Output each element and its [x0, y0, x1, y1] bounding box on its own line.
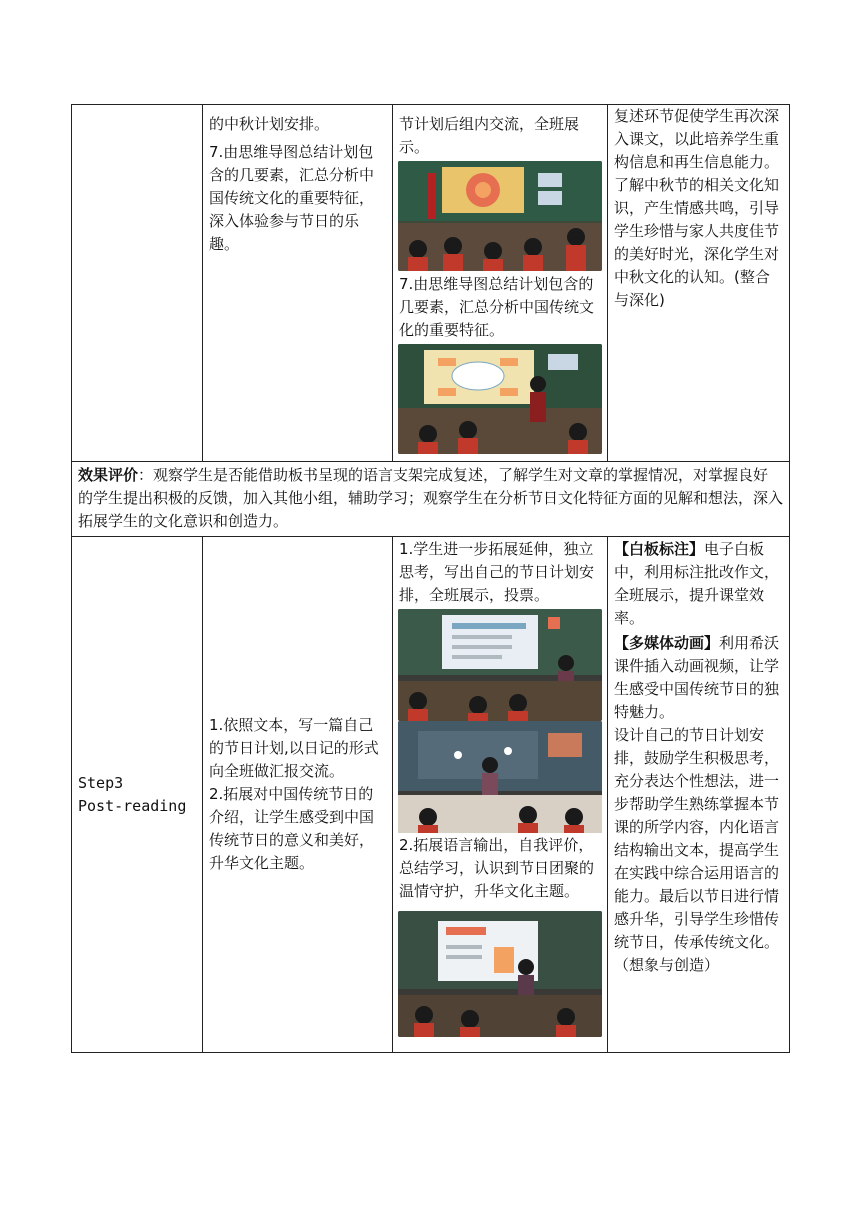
classroom-photo: [398, 609, 602, 721]
table-row-evaluation: [72, 462, 790, 537]
teacher-activity-cell: [203, 105, 393, 462]
classroom-photo: [398, 344, 602, 454]
teacher-activity-cell: [203, 537, 393, 1053]
whiteboard-text: 电子白板中，利用标注批改作文，全班展示，提升课堂效率。: [614, 540, 780, 627]
design-intent-note: （想象与创造）: [614, 956, 720, 974]
teacher-activity-line: 的中秋计划安排。: [209, 115, 330, 133]
lesson-plan-table: [71, 104, 790, 1053]
student-activity-item-7: 7.由思维导图总结计划包含的几要素，汇总分析中国传统文化的重要特征。: [399, 275, 595, 339]
design-intent-cell: [608, 105, 790, 462]
teacher-activity-item-2: 2.拓展对中国传统节日的介绍，让学生感受到中国传统节日的意义和美好，升华文化主题。: [209, 785, 375, 872]
step-name: Step3: [78, 773, 124, 792]
design-intent-cell: [608, 537, 790, 1053]
multimedia-text: 利用希沃课件插入动画视频，让学生感受中国传统节日的独特魅力。: [614, 634, 780, 721]
table-row-step3: [72, 537, 790, 1053]
student-activity-cell: [393, 105, 608, 462]
step-cell: [72, 537, 203, 1053]
classroom-photo: [398, 721, 602, 833]
table-row-step2-continued: [72, 105, 790, 462]
design-intent-text: 设计自己的节日计划安排，鼓励学生积极思考，充分表达个性想法，进一步帮助学生熟练掌握本节课的所学内容，内化语言结构输出文本，提高学生在实践中综合运用语言的能力。最后以节日进行情感升华，引导学生珍惜传统节日，传承传统文化。: [614, 726, 780, 951]
evaluation-text: ：观察学生是否能借助板书呈现的语言支架完成复述，了解学生对文章的掌握情况，对掌握良好的学生提出积极的反馈，加入其他小组，辅助学习；观察学生在分析节日文化特征方面的见解和想法，深入拓展学生的文化意识和创造力。: [78, 466, 784, 530]
evaluation-label: 效果评价: [78, 466, 139, 484]
student-activity-text: 节计划后组内交流，全班展示。: [399, 115, 580, 156]
design-intent-text: 复述环节促使学生再次深入课文，以此培养学生重构信息和再生信息能力。了解中秋节的相关文化知识，产生情感共鸣，引导学生珍惜与家人共度佳节的美好时光，深化学生对中秋文化的认知。(整合与深化): [614, 107, 780, 309]
student-activity-item-1: 1.学生进一步拓展延伸，独立思考，写出自己的节日计划安排，全班展示，投票。: [399, 540, 595, 604]
student-activity-item-2: 2.拓展语言输出，自我评价，总结学习，认识到节日团聚的温情守护，升华文化主题。: [399, 836, 595, 900]
student-activity-cell: [393, 537, 608, 1053]
classroom-photo: [398, 911, 602, 1037]
step-stage: Post-reading: [78, 796, 187, 815]
evaluation-cell: [72, 462, 790, 537]
step-cell-empty: [72, 105, 203, 462]
teacher-activity-item-7: 7.由思维导图总结计划包含的几要素，汇总分析中国传统文化的重要特征，深入体验参与节日的乐趣。: [209, 143, 375, 253]
classroom-photo: [398, 161, 602, 271]
whiteboard-tag: 【白板标注】: [614, 540, 705, 558]
teacher-activity-item-1: 1.依照文本，写一篇自己的节日计划,以日记的形式向全班做汇报交流。: [209, 716, 379, 780]
multimedia-tag: 【多媒体动画】: [614, 634, 720, 652]
